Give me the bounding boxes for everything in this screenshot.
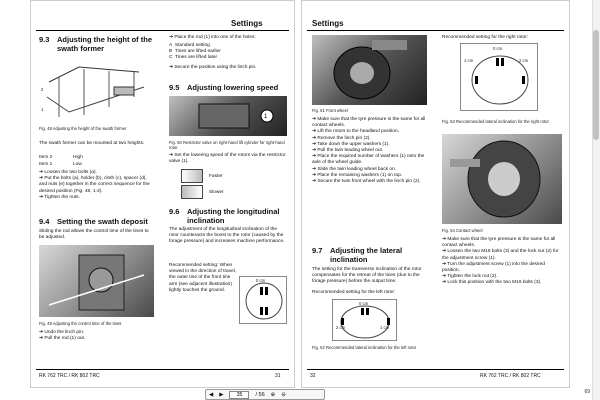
list-item: ➔ Remove the linch pin (2).	[312, 135, 371, 141]
slower-label: Slower	[209, 189, 224, 195]
slower-row	[181, 185, 224, 199]
list-item: ➔ Tighten the lock nut (2).	[442, 274, 498, 280]
front-wheel-illustration	[312, 35, 427, 105]
left-rotor-diagram	[332, 299, 397, 341]
list-item: ➔ Take down the upper washers (1).	[312, 141, 390, 147]
list-item: ➔ Place the required number of washers (1) onto the axle of the wheel guide.	[312, 154, 425, 166]
lateral-text: The setting for the transverse inclination of the rotor compensates for the retreat of the tines (due to the forage pressure) before the output time.	[312, 267, 422, 285]
list-item: ➔ Lift the rotors to the headland position.	[312, 129, 399, 135]
list-item: ➔ Secure the twin front wheel with the linch pin (2).	[312, 179, 421, 185]
section-title-9-5: Adjusting lowering speed	[187, 83, 279, 92]
item2-value: High	[73, 155, 83, 160]
previous-page-icon[interactable]: ◀	[209, 391, 214, 398]
slower-icon	[181, 185, 203, 199]
next-page-icon[interactable]: ▶	[219, 391, 224, 398]
swath-intro-text: The swath former can be mounted at two heights.	[39, 141, 145, 146]
list-item: ➔ Slide the twin leading wheel back on.	[312, 166, 397, 172]
cm-left-label: 2 cm	[336, 325, 346, 330]
page-navigation-toolbar	[205, 389, 325, 400]
footer-page-number: 32	[310, 373, 316, 379]
fig-label-2: 2	[41, 87, 44, 92]
zoom-in-icon[interactable]: ⊕	[270, 391, 276, 398]
section-title-9-3: Adjusting the height of the swath former	[57, 35, 152, 53]
right-rotor-text: Recommended setting for the right rotor:	[442, 35, 529, 40]
fig51-caption: Fig. 51 Front wheel	[312, 108, 348, 113]
swath-former-illustration	[39, 57, 154, 122]
list-item: ➔ Make sure that the tyre pressure is the same for all contact wheels.	[442, 237, 556, 249]
recommended-text: Recommended setting: When viewed in the direction of travel, the outer tine of the front tine arm (see adjacent illustration) lightly touches the ground.	[169, 263, 237, 293]
bullet-list-a	[39, 170, 154, 201]
cm-right-label: 2 cm	[519, 58, 529, 63]
long-incl-text: The adjustment of the longitudinal inclination of the rotor counteracts the boost to the rotor (caused by the forage pressure) and increases machine performance.	[169, 227, 285, 245]
longitudinal-diagram	[239, 276, 287, 324]
cm-right-label: 1 cm	[380, 325, 390, 330]
control-time-illustration	[39, 245, 154, 317]
pdf-page-left	[30, 0, 295, 388]
list-item: ➔ Turn the adjustment screw (1) into the desired position.	[442, 261, 545, 274]
list-item: ➔ Lock this position with the two M16 bolts (3).	[442, 280, 542, 286]
fig48-caption: Fig. 48 Adjusting the height of the swath former	[39, 126, 127, 131]
contact-wheel-illustration	[442, 134, 562, 224]
item1-value: Low	[73, 162, 82, 167]
faster-row	[181, 169, 223, 183]
total-pages-label: / 56	[255, 391, 265, 398]
cm-top-label: 0 cm	[493, 46, 503, 51]
footer-page-number: 31	[275, 373, 281, 379]
rod-options	[169, 43, 289, 62]
zoom-level: 69	[584, 389, 590, 395]
section-title-9-6: Adjusting the longitudinal inclination	[187, 207, 280, 225]
section-number-9-5: 9.5	[169, 83, 180, 92]
list-item: ➔ Undo the linch pin.	[39, 330, 85, 335]
footer-rule	[307, 369, 564, 370]
list-item: B Tines are lifted earlier	[169, 49, 221, 55]
fig49-caption: Fig. 49 Adjusting the control time of the tines	[39, 321, 122, 326]
list-item: ➔ Pull the rod (1) out.	[39, 336, 86, 342]
faster-label: Faster	[209, 173, 223, 179]
faster-icon	[181, 169, 203, 183]
fig50-caption: Fig. 50 Restrictor valve on right-hand lift cylinder for right-hand rotor	[169, 140, 285, 151]
place-rod-text: ➔ Place the rod (1) into one of the holes:	[169, 35, 256, 40]
fig-label-1: 1	[41, 107, 44, 112]
footer-model: RK 762 TRC / RK 802 TRC	[480, 373, 541, 379]
vertical-scrollbar[interactable]	[592, 0, 600, 400]
section-number-9-4: 9.4	[39, 217, 50, 226]
scrollbar-thumb[interactable]	[593, 30, 599, 140]
footer-rule	[36, 369, 289, 370]
section-title-9-4: Setting the swath deposit	[57, 217, 148, 226]
page-header-title: Settings	[312, 19, 344, 28]
fig54-caption: Fig. 54 Contact wheel	[442, 228, 483, 233]
pdf-page-right	[301, 0, 570, 388]
swath-deposit-text: Sliding the rod allows the control time of the tines to be adjusted.	[39, 229, 149, 241]
contact-bullet-list	[442, 237, 564, 287]
left-rotor-text: Recommended setting for the left rotor:	[312, 290, 396, 295]
bullet-list-b	[39, 330, 154, 342]
wheel-bullet-list	[312, 117, 430, 185]
secure-text: ➔ Secure the position using the linch pin.	[169, 65, 257, 70]
cm-label: 0 cm	[256, 278, 266, 283]
right-rotor-diagram	[460, 43, 538, 111]
fig53-caption: Fig. 53 Recommended lateral inclination for the right rotor	[442, 119, 549, 124]
cm-left-label: 1 cm	[464, 58, 474, 63]
list-item: ➔ Loosen the two bolts (a).	[39, 170, 97, 175]
list-item: ➔ Pull the twin leading wheel out.	[312, 148, 384, 154]
section-number-9-6: 9.6	[169, 207, 180, 216]
list-item: ➔ Place the remaining washers (1) on top.	[312, 172, 403, 178]
item1-label: Item 1	[39, 162, 53, 167]
page-header-title: Settings	[231, 19, 263, 28]
list-item: ➔ Tighten the nuts.	[39, 194, 80, 200]
list-item: ➔ Put the bolts (a), holder (b), cloth (c), spacer (d), and nuts (e) together in the correct sequence for the desired position (Fig. 48, 1-2).	[39, 176, 150, 194]
list-item: C Tines are lifted later	[169, 55, 218, 61]
section-number-9-3: 9.3	[39, 35, 50, 44]
cm-top-label: 0 cm	[359, 301, 369, 306]
header-rule	[36, 30, 289, 31]
list-item: A Standard setting	[169, 43, 210, 48]
svg-text:1: 1	[264, 114, 268, 120]
fig52-caption: Fig. 52 Recommended lateral inclination for the left rotor	[312, 345, 417, 350]
section-title-9-7: Adjusting the lateral inclination	[330, 246, 403, 264]
list-item: ➔ Loosen the two M16 bolts (3) and the lock nut (2) for the adjustment screw (1).	[442, 249, 559, 261]
page-number-input[interactable]	[229, 391, 249, 399]
restrictor-valve-illustration	[169, 96, 287, 136]
speed-bullet: ➔ Set the lowering speed of the rotors via the restrictor valve (1).	[169, 153, 286, 165]
zoom-out-icon[interactable]: ⊖	[281, 391, 286, 398]
item2-label: Item 2	[39, 155, 53, 160]
list-item: ➔ Make sure that the tyre pressure is the same for all contact wheels.	[312, 117, 426, 129]
footer-model: RK 762 TRC / RK 802 TRC	[39, 373, 100, 379]
section-number-9-7: 9.7	[312, 246, 323, 255]
header-rule	[307, 30, 564, 31]
